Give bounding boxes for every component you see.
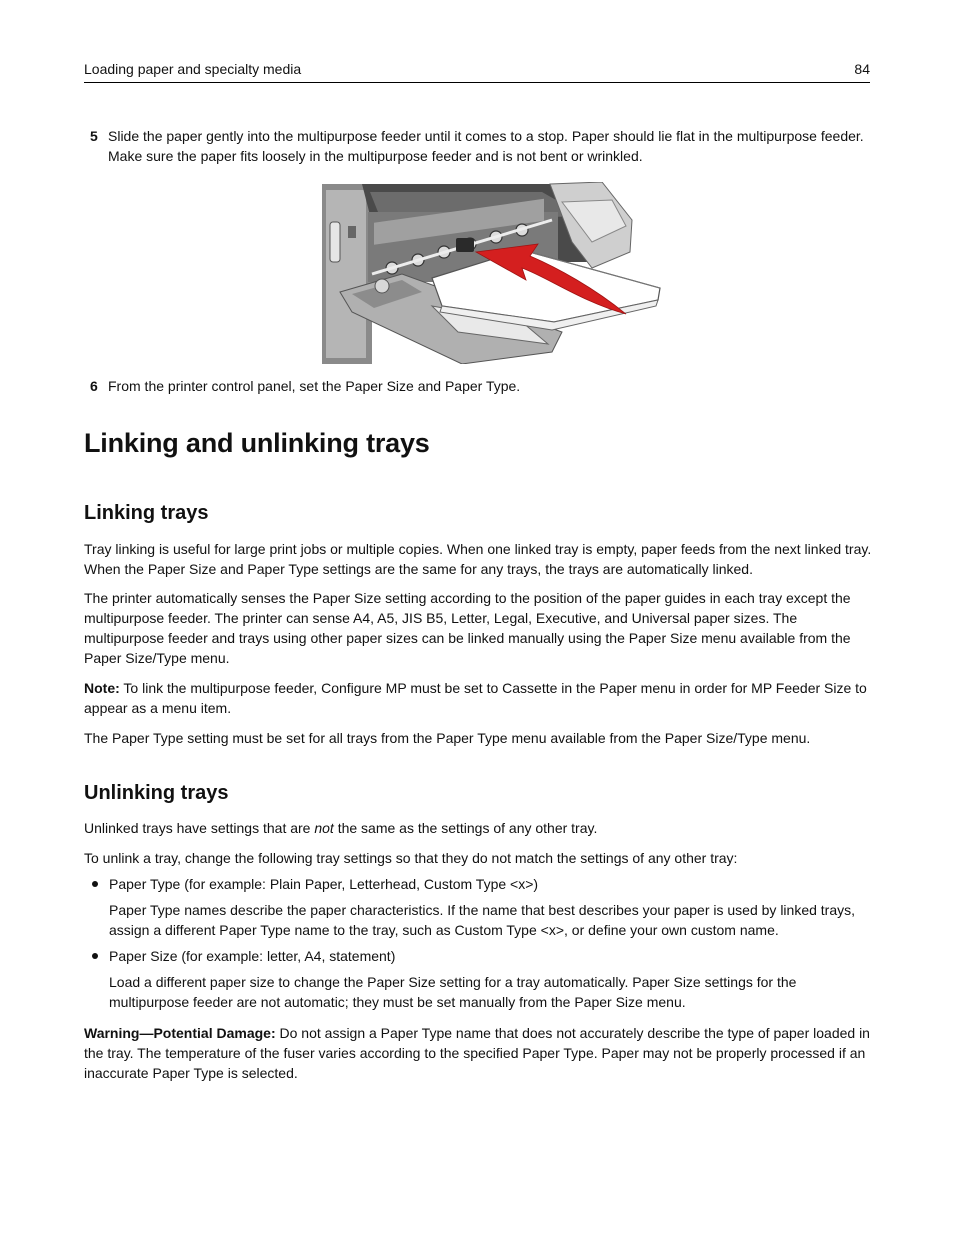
note-paragraph — [84, 678, 872, 718]
paragraph: The Paper Type setting must be set for all trays from the Paper Type menu available from the Paper Size/Type menu. — [84, 730, 811, 746]
warning-label: Warning—Potential Damage: — [84, 1025, 276, 1041]
list-item-text: Paper Type (for example: Plain Paper, Letterhead, Custom Type <x>) — [109, 876, 539, 892]
note-text: To link the multipurpose feeder, Configure MP must be set to Cassette in the Paper menu in order for MP Feeder Size to appear as a menu item. — [84, 680, 867, 716]
emphasis: not — [314, 820, 334, 836]
paragraph: Unlinked trays have settings that are not the same as the settings of any other tray. — [84, 820, 598, 836]
warning-text: Do not assign a Paper Type name that does not accurately describe the type of paper loaded in the tray. The temperature of the fuser varies according to the specified Paper Type. Paper may not be properly processed if an inaccurate Paper Type is selected. — [84, 1025, 870, 1081]
subsection-heading-linking: Linking trays — [84, 502, 209, 524]
section-heading: Linking and unlinking trays — [84, 428, 430, 458]
list-item-detail: Load a different paper size to change the Paper Size setting for a tray automatically. Paper Size settings for the multipurpose feeder are not automatic; they must be set manually from the Paper Size menu. — [109, 974, 797, 1010]
list-item-text: Paper Size (for example: letter, A4, statement) — [109, 948, 396, 964]
paragraph: Tray linking is useful for large print jobs or multiple copies. When one linked tray is empty, paper feeds from the next linked tray. When the Paper Size and Paper Type settings are the same for any trays, the trays are automatically linked. — [84, 541, 872, 577]
paragraph: To unlink a tray, change the following tray settings so that they do not match the settings of any other tray: — [84, 850, 738, 866]
step-text: Slide the paper gently into the multipurpose feeder until it comes to a stop. Paper should lie flat in the multipurpose feeder. Make sure the paper fits loosely in the multipurpose feeder and is not bent or wrinkled. — [108, 128, 864, 164]
paragraph: The printer automatically senses the Paper Size setting according to the position of the paper guides in each tray except the multipurpose feeder. The printer can sense A4, A5, JIS B5, Letter, Legal, Executive, and Universal paper sizes. The multipurpose feeder and trays using other paper sizes can be linked manually using the Paper Size menu available from the Paper Size/Type menu. — [84, 590, 851, 666]
bullet-icon — [92, 881, 98, 887]
step-number: 6 — [90, 378, 98, 394]
warning-paragraph — [84, 1023, 872, 1083]
list-item-detail: Paper Type names describe the paper characteristics. If the name that best describes your paper is used by linked trays, assign a different Paper Type name to the tray, such as Custom Type <x>, or define your own custom name. — [109, 902, 856, 938]
header-section-title: Loading paper and specialty media — [84, 61, 302, 77]
subsection-heading-unlinking: Unlinking trays — [84, 782, 229, 804]
step-text: From the printer control panel, set the Paper Size and Paper Type. — [108, 378, 521, 394]
paper-loading-illustration-icon — [322, 182, 662, 364]
step-number: 5 — [90, 128, 98, 144]
note-label: Note: — [84, 680, 120, 696]
bullet-icon — [92, 953, 98, 959]
page-number: 84 — [854, 61, 870, 77]
running-header — [84, 60, 870, 83]
